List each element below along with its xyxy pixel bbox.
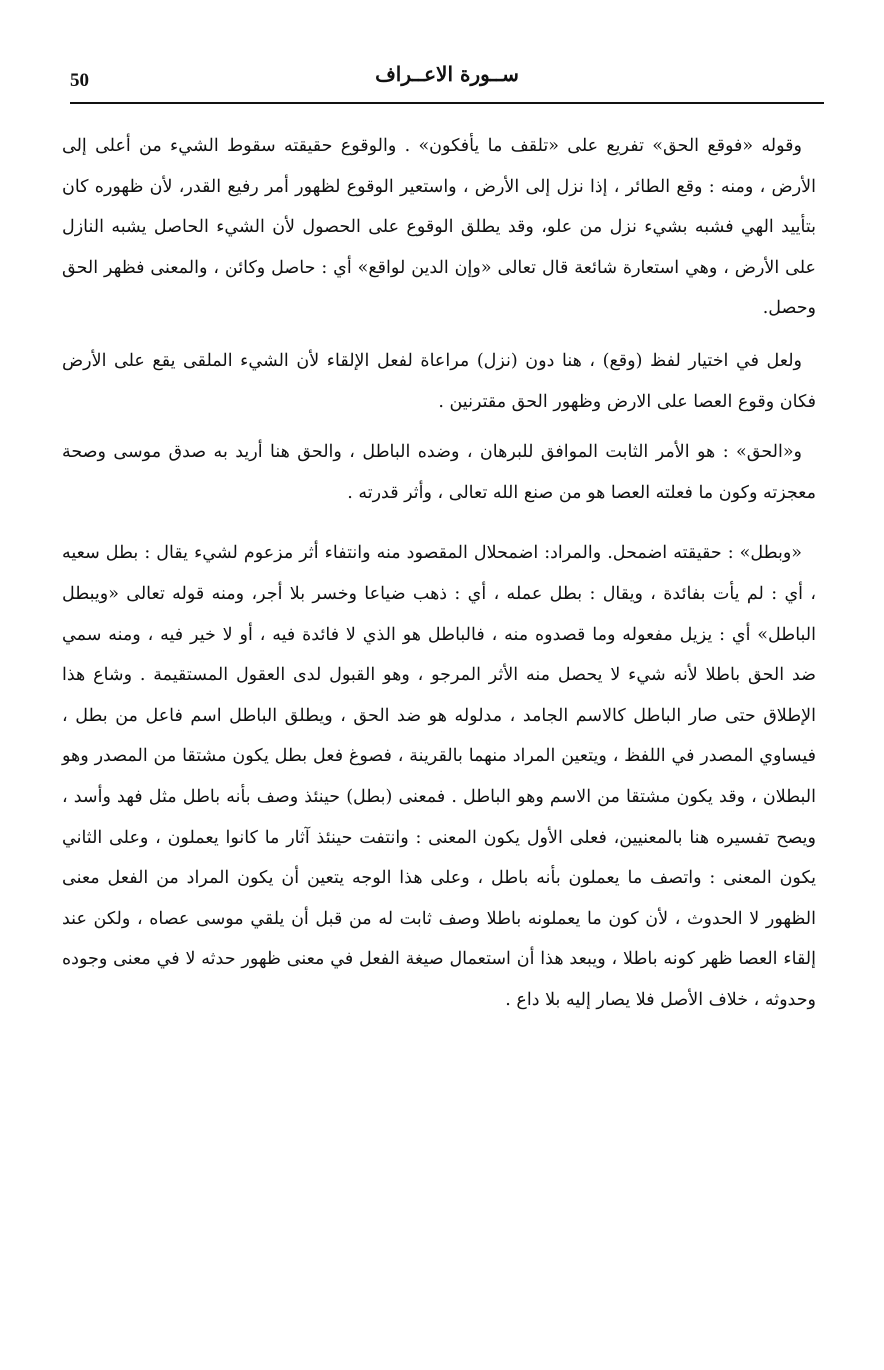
page-header: [70, 58, 824, 102]
page-number: 50: [70, 70, 89, 91]
paragraph-batala: «وبطل» : حقيقته اضمحل. والمراد: اضمحلال المقصود منه وانتفاء أثر مزعوم لشيء يقال : بطل سعيه ، أي : لم يأت بفائدة ، ويقال : بطل عمله ، أي : ذهب ضياعا وخسر بلا أجر، ومنه قوله تعالى «ويبطل الباطل» أي : يزيل مفعوله وما قصدوه منه ، فالباطل هو الذي لا فائدة فيه ، أو لا خير فيه ، ومنه سمي ضد الحق باطلا لأنه شيء لا يحصل منه الأثر المرجو ، وهو القبول لدى العقول المستقيمة . وشاع هذا الإطلاق حتى صار الباطل كالاسم الجامد ، مدلوله هو ضد الحق ، ويطلق الباطل اسم فاعل من بطل ، فيساوي المصدر في اللفظ ، ويتعين المراد منهما بالقرينة ، فصوغ فعل بطل يكون مشتقا من المصدر وهو البطلان ، وقد يكون مشتقا من الاسم وهو الباطل . فمعنى (بطل) حينئذ وصف بأنه باطل مثل فهد وأسد ، ويصح تفسيره هنا بالمعنيين، فعلى الأول يكون المعنى : وانتفت حينئذ آثار ما كانوا يعملون ، وعلى الثاني يكون المعنى : واتصف ما يعملون بأنه باطل ، وعلى هذا الوجه يتعين أن يكون المراد من الفعل معنى الظهور لا الحدوث ، لأن كون ما يعملونه باطلا وصف ثابت له من قبل أن يلقي موسى عصاه ، ولكن عند إلقاء العصا ظهر كونه باطلا ، ويبعد هذا أن استعمال صيغة الفعل في معنى ظهور حدثه لا في معنى وجوده وحدوثه ، خلاف الأصل فلا يصار إليه بلا داع .: [62, 543, 816, 1010]
page-body: [62, 126, 816, 1020]
paragraph-waqaa: وقوله «فوقع الحق» تفريع على «تلقف ما يأفكون» . والوقوع حقيقته سقوط الشيء من أعلى إلى الأرض ، ومنه : وقع الطائر ، إذا نزل إلى الأرض ، واستعير الوقوع لظهور أمر رفيع القدر، لأن ظهوره كان بتأييد الهي فشبه بشيء نزل من علو، وقد يطلق الوقوع على الحصول لأن الشيء الحاصل يشبه النازل على الأرض ، وهي استعارة شائعة قال تعالى «وإن الدين لواقع» أي : حاصل وكائن ، والمعنى فظهر الحق وحصل.: [62, 136, 816, 319]
header-divider: [70, 102, 824, 104]
surah-title: ســورة الاعــراف: [375, 62, 519, 86]
paragraph-alhaqq: و«الحق» : هو الأمر الثابت الموافق للبرهان ، وضده الباطل ، والحق هنا أريد به صدق موسى وصحة معجزته وكون ما فعلته العصا هو من صنع الله تعالى ، وأثر قدرته .: [62, 442, 816, 503]
paragraph-choice-of-word: ولعل في اختيار لفظ (وقع) ، هنا دون (نزل) مراعاة لفعل الإلقاء لأن الشيء الملقى يقع على الأرض فكان وقوع العصا على الارض وظهور الحق مقترنين .: [62, 350, 816, 412]
